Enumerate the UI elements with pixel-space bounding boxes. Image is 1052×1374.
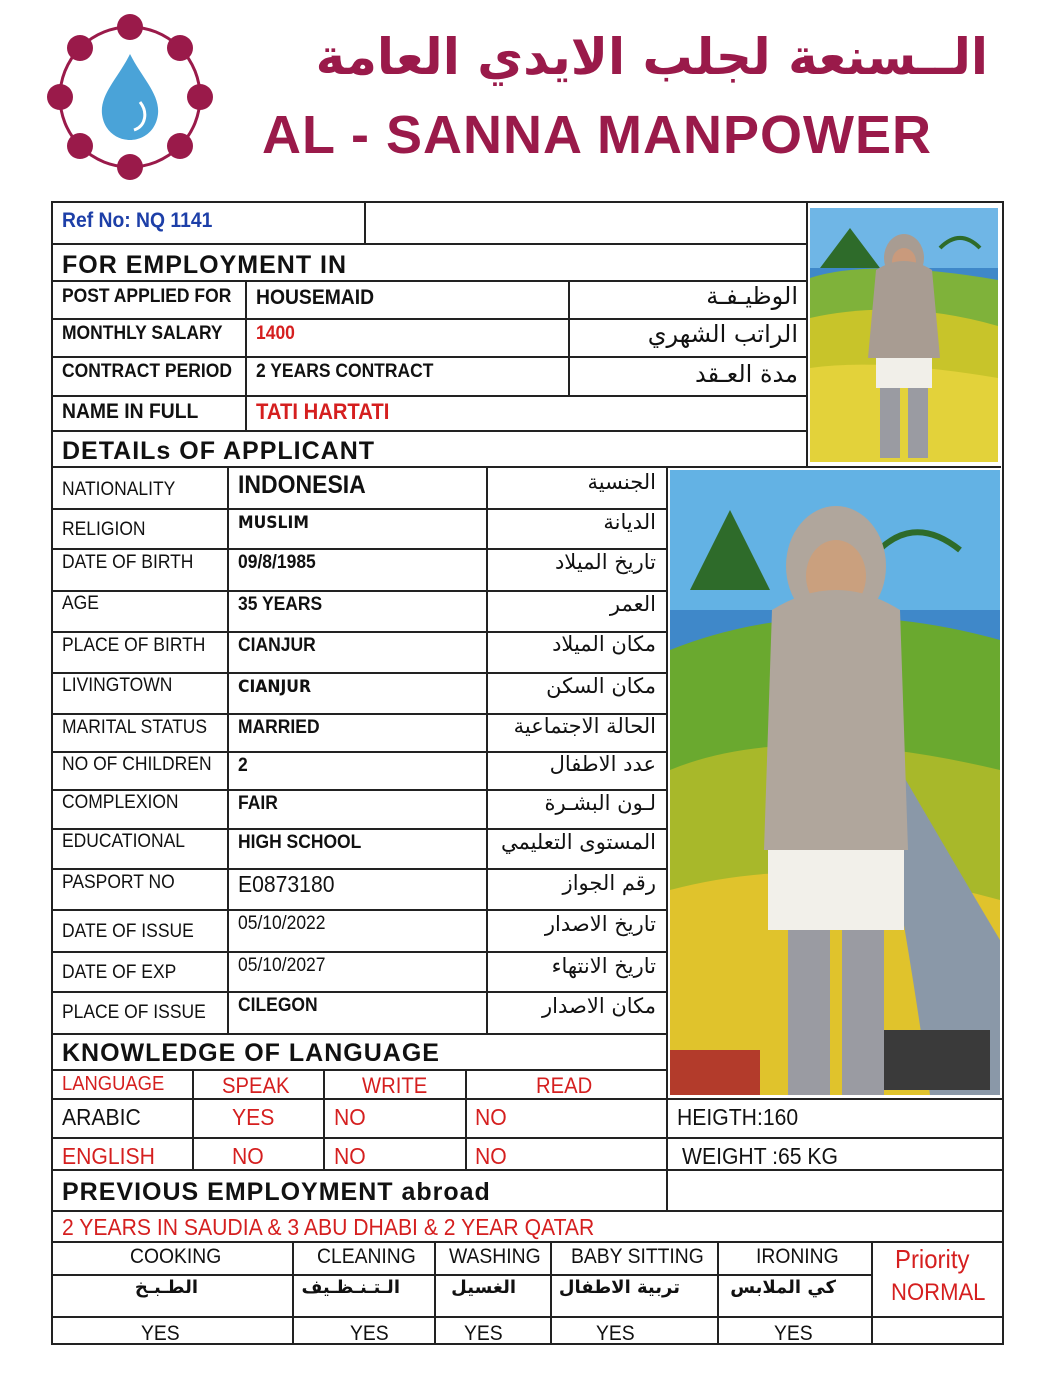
language-read: NO xyxy=(475,1143,507,1169)
post-label: POST APPLIED FOR xyxy=(62,286,232,307)
detail-label: DATE OF ISSUE xyxy=(62,921,194,942)
detail-label: EDUCATIONAL xyxy=(62,831,186,852)
company-logo-icon xyxy=(30,6,230,188)
detail-label: NO OF CHILDREN xyxy=(62,754,212,775)
detail-label: PASPORT NO xyxy=(62,872,175,893)
skill-value: YES xyxy=(774,1322,813,1345)
detail-label: LIVINGTOWN xyxy=(62,675,173,696)
detail-value: 35 YEARS xyxy=(238,594,323,615)
detail-value: 05/10/2027 xyxy=(238,955,326,976)
language-name: ENGLISH xyxy=(62,1143,155,1169)
detail-value: CIANJUR xyxy=(238,635,316,656)
language-write: NO xyxy=(334,1143,366,1169)
contract-label: CONTRACT PERIOD xyxy=(62,361,232,382)
detail-label: AGE xyxy=(62,593,99,614)
company-name-arabic: الــسنعة لجلب الايدي العامة xyxy=(315,28,988,86)
detail-label-arabic: تاريخ الميلاد xyxy=(554,550,656,574)
previous-employment-heading: PREVIOUS EMPLOYMENT abroad xyxy=(62,1178,491,1206)
name-value: TATI HARTATI xyxy=(256,399,390,424)
detail-label: NATIONALITY xyxy=(62,479,176,500)
read-column-header: READ xyxy=(536,1073,593,1098)
detail-label: MARITAL STATUS xyxy=(62,717,208,738)
skill-label: WASHING xyxy=(449,1245,541,1268)
detail-value: 05/10/2022 xyxy=(238,913,326,934)
skill-value: YES xyxy=(350,1322,389,1345)
detail-value: CIANJUR xyxy=(238,677,312,697)
detail-value: MARRIED xyxy=(238,717,320,738)
skill-label-arabic: كي الملابس xyxy=(730,1277,836,1298)
detail-label-arabic: الحالة الاجتماعية xyxy=(513,714,656,738)
detail-label: DATE OF BIRTH xyxy=(62,552,194,573)
detail-value: E0873180 xyxy=(238,871,335,897)
detail-label: PLACE OF ISSUE xyxy=(62,1002,206,1023)
reference-number: Ref No: NQ 1141 xyxy=(62,209,213,232)
language-column-header: LANGUAGE xyxy=(62,1073,165,1095)
language-read: NO xyxy=(475,1104,507,1130)
skill-label: IRONING xyxy=(756,1245,839,1268)
employment-heading: FOR EMPLOYMENT IN xyxy=(62,251,348,279)
salary-label-arabic: الراتب الشهري xyxy=(647,320,798,348)
applicant-photo-large xyxy=(670,470,1000,1095)
language-speak: NO xyxy=(232,1143,264,1169)
skill-value: YES xyxy=(464,1322,503,1345)
language-write: NO xyxy=(334,1104,366,1130)
skill-label-arabic: الطـبـخ xyxy=(134,1277,198,1298)
detail-label-arabic: تاريخ الاصدار xyxy=(544,912,656,936)
detail-value: INDONESIA xyxy=(238,471,366,499)
detail-value: MUSLIM xyxy=(238,513,309,533)
detail-label: RELIGION xyxy=(62,519,146,540)
detail-value: 2 xyxy=(238,755,248,776)
name-label: NAME IN FULL xyxy=(62,400,199,423)
detail-label-arabic: تاريخ الانتهاء xyxy=(551,954,656,978)
priority-value: NORMAL xyxy=(891,1279,986,1306)
detail-label: COMPLEXION xyxy=(62,792,179,813)
contract-value: 2 YEARS CONTRACT xyxy=(256,361,434,382)
detail-label-arabic: رقم الجواز xyxy=(562,871,656,895)
detail-value: CILEGON xyxy=(238,995,318,1016)
detail-label-arabic: الجنسية xyxy=(587,470,656,494)
detail-label-arabic: مكان الاصدار xyxy=(542,994,656,1018)
skill-value: YES xyxy=(596,1322,635,1345)
speak-column-header: SPEAK xyxy=(222,1073,290,1098)
language-heading: KNOWLEDGE OF LANGUAGE xyxy=(62,1039,440,1067)
applicant-photo-small xyxy=(810,208,998,462)
detail-value: FAIR xyxy=(238,793,278,814)
detail-label-arabic: العمر xyxy=(609,592,656,616)
language-speak: YES xyxy=(232,1104,275,1130)
detail-label: PLACE OF BIRTH xyxy=(62,635,206,656)
salary-label: MONTHLY SALARY xyxy=(62,323,223,344)
language-name: ARABIC xyxy=(62,1104,141,1130)
company-name-english: AL - SANNA MANPOWER xyxy=(262,105,932,165)
detail-label-arabic: الديانة xyxy=(603,510,656,534)
detail-value: 09/8/1985 xyxy=(238,552,316,573)
skill-label-arabic: تربية الاطفال xyxy=(558,1277,680,1298)
skill-label-arabic: الـتـنـظـيف xyxy=(301,1277,400,1298)
detail-label-arabic: مكان الميلاد xyxy=(552,632,656,656)
detail-label-arabic: لـون البشـرة xyxy=(544,791,656,815)
weight-value: WEIGHT :65 KG xyxy=(682,1143,838,1169)
post-value: HOUSEMAID xyxy=(256,286,375,309)
previous-employment-value: 2 YEARS IN SAUDIA & 3 ABU DHABI & 2 YEAR QATAR xyxy=(62,1214,595,1240)
contract-label-arabic: مدة العـقد xyxy=(695,360,798,388)
skill-label: CLEANING xyxy=(317,1245,416,1268)
post-label-arabic: الوظيـفـة xyxy=(706,282,798,310)
detail-label: DATE OF EXP xyxy=(62,962,177,983)
details-heading: DETAILs OF APPLICANT xyxy=(62,437,376,465)
detail-label-arabic: مكان السكن xyxy=(546,674,656,698)
detail-label-arabic: المستوى التعليمي xyxy=(500,830,656,854)
skill-label-arabic: الغسيل xyxy=(451,1277,516,1298)
priority-label: Priority xyxy=(895,1244,970,1274)
skill-label: COOKING xyxy=(130,1245,222,1268)
height-value: HEIGTH:160 xyxy=(677,1104,799,1130)
skill-value: YES xyxy=(141,1322,180,1345)
detail-value: HIGH SCHOOL xyxy=(238,832,362,853)
skill-label: BABY SITTING xyxy=(571,1245,704,1268)
write-column-header: WRITE xyxy=(362,1073,428,1098)
detail-label-arabic: عدد الاطفال xyxy=(549,752,656,776)
salary-value: 1400 xyxy=(256,323,295,344)
